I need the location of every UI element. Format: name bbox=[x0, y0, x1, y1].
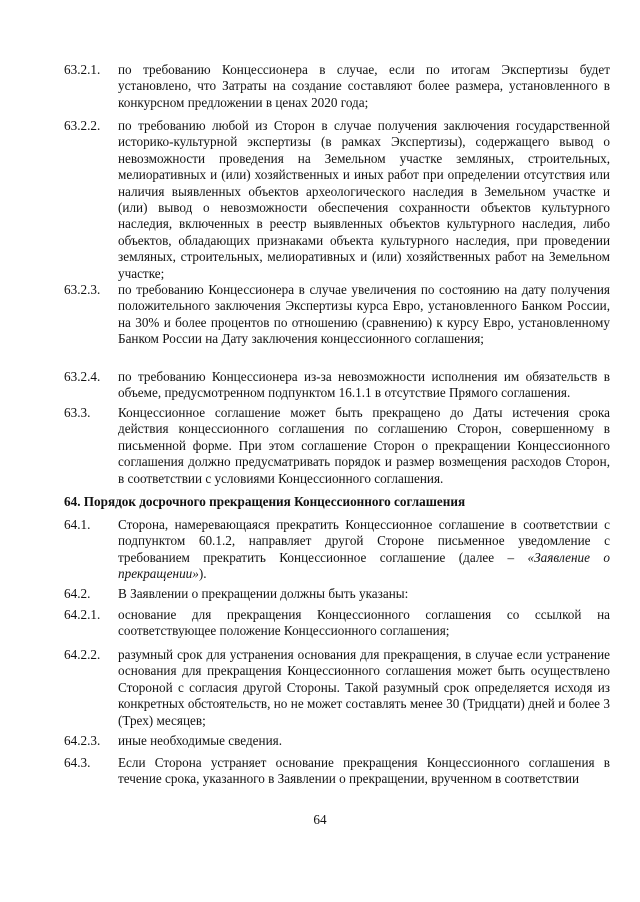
clause-text: по требованию любой из Сторон в случае получения заключения государственной историко-культурной экспертизы (в рамках Экспертизы), содержащего вывод о невозможности проведения на Земельном участке земляных, строительных, мелиоративных и (или) хозяйственных и иных работ при определении отсутствия или наличия выявленных объектов археологического наследия в Земельном участке и (или) вывод о невозможности обеспечения сохранности объектов культурного наследия, включенных в реестр выявленных объектов культурного наследия, либо объектов, обладающих признаками объекта культурного наследия, при проведении земляных, строительных, мелиоративных и (или) хозяйственных работ на Земельном участке; bbox=[118, 118, 610, 281]
clause-number: 64.2.2. bbox=[64, 647, 101, 662]
clause-number: 64.1. bbox=[64, 517, 91, 532]
clause-text: по требованию Концессионера в случае увеличения по состоянию на дату получения положительного заключения Экспертизы курса Евро, установленного Банком России, на 30% и более процентов по отношению (сравнению) к курсу Евро, установленному Банком России на Дату заключения концессионного соглашения; bbox=[118, 282, 610, 347]
clause-number: 63.3. bbox=[64, 405, 91, 420]
clause-text: Концессионное соглашение может быть прекращено до Даты истечения срока действия концессионного соглашения по соглашению Сторон, совершенному в письменной форме. При этом соглашение Сторон о прекращении Концессионного соглашения должно предусматривать порядок и размер возмещения расходов Сторон, в соответствии с условиями Концессионного соглашения. bbox=[118, 405, 610, 486]
clause-number: 64.3. bbox=[64, 755, 91, 770]
clause-text: В Заявлении о прекращении должны быть указаны: bbox=[118, 586, 409, 601]
clause-number: 64.2.1. bbox=[64, 607, 101, 622]
clause-number: 63.2.4. bbox=[64, 369, 101, 384]
clause-text: по требованию Концессионера из-за невозможности исполнения им обязательств в объеме, предусмотренном подпунктом 16.1.1 в отсутствие Прямого соглашения. bbox=[118, 369, 610, 401]
clause-number: 64.2.3. bbox=[64, 733, 101, 748]
page-number: 64 bbox=[313, 812, 327, 827]
clause-text-main: Сторона, намеревающаяся прекратить Концессионное соглашение в соответствии с подпунктом 60.1.2, направляет другой Стороне письменное уведомление с требованием прекратить Концессионное соглашение (далее – bbox=[118, 517, 610, 565]
clause-text: разумный срок для устранения основания для прекращения, в случае если устранение основания для прекращения Концессионного соглашения может быть осуществлено Стороной с согласия другой Стороны. Такой разумный срок определяется исходя из конкретных обстоятельств, но не может составлять менее 30 (Тридцати) дней и более 3 (Трех) месяцев; bbox=[118, 647, 610, 728]
clause-text bbox=[118, 517, 610, 583]
section-heading: 64. Порядок досрочного прекращения Концессионного соглашения bbox=[64, 494, 466, 509]
defined-term: «Заявление о прекращении» bbox=[118, 549, 610, 582]
clause-number: 63.2.1. bbox=[64, 62, 101, 77]
clause-text: иные необходимые сведения. bbox=[118, 733, 282, 748]
clause-text: по требованию Концессионера в случае, если по итогам Экспертизы будет установлено, что Затраты на создание составляют более размера, установленного в конкурсном предложении в ценах 2020 года; bbox=[118, 62, 610, 110]
clause-number: 63.2.3. bbox=[64, 282, 101, 297]
clause-text: Если Сторона устраняет основание прекращения Концессионного соглашения в течение срока, указанного в Заявлении о прекращении, врученном в соответствии bbox=[118, 755, 610, 787]
clause-number: 63.2.2. bbox=[64, 118, 101, 133]
clause-number: 64.2. bbox=[64, 586, 91, 601]
clause-text-tail: ). bbox=[198, 566, 207, 582]
clause-text: основание для прекращения Концессионного соглашения со ссылкой на соответствующее положение Концессионного соглашения; bbox=[118, 607, 610, 639]
